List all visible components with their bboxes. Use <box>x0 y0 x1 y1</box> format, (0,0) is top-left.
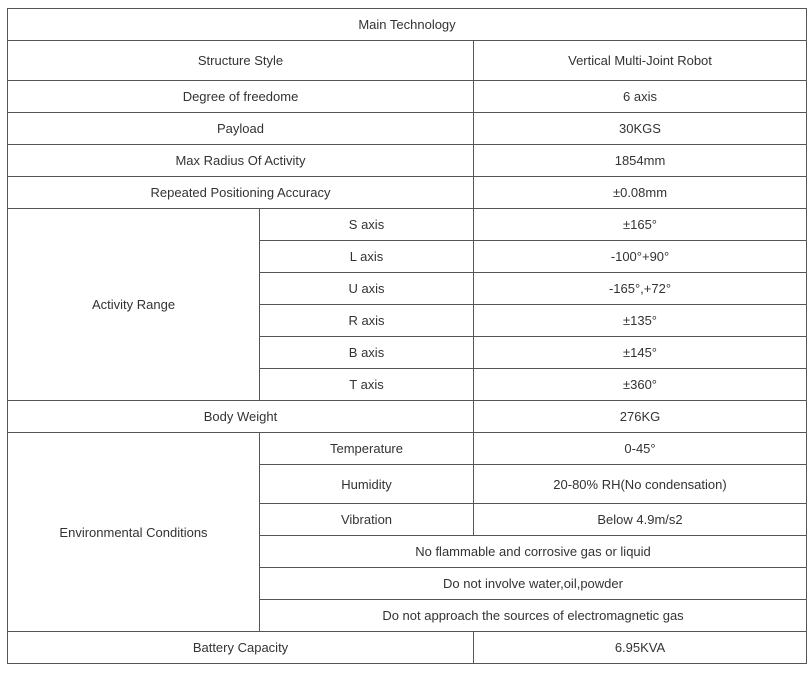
axis-label: S axis <box>260 209 474 241</box>
accuracy-label: Repeated Positioning Accuracy <box>8 177 474 209</box>
axis-value: ±135° <box>474 305 807 337</box>
environment-label: Environmental Conditions <box>8 433 260 632</box>
payload-label: Payload <box>8 113 474 145</box>
env-note: Do not approach the sources of electromagnetic gas <box>260 600 807 632</box>
spec-table <box>7 8 807 664</box>
payload-value: 30KGS <box>474 113 807 145</box>
dof-label: Degree of freedome <box>8 81 474 113</box>
battery-value: 6.95KVA <box>474 632 807 664</box>
env-note: No flammable and corrosive gas or liquid <box>260 536 807 568</box>
weight-label: Body Weight <box>8 401 474 433</box>
table-row <box>8 113 807 145</box>
humidity-value: 20-80% RH(No condensation) <box>474 465 807 504</box>
table-title: Main Technology <box>8 9 807 41</box>
table-row <box>8 401 807 433</box>
table-row <box>8 9 807 41</box>
table-row <box>8 41 807 81</box>
humidity-label: Humidity <box>260 465 474 504</box>
axis-value: ±145° <box>474 337 807 369</box>
table-row <box>8 145 807 177</box>
weight-value: 276KG <box>474 401 807 433</box>
temperature-label: Temperature <box>260 433 474 465</box>
dof-value: 6 axis <box>474 81 807 113</box>
table-row <box>8 177 807 209</box>
env-note: Do not involve water,oil,powder <box>260 568 807 600</box>
axis-label: R axis <box>260 305 474 337</box>
vibration-label: Vibration <box>260 504 474 536</box>
vibration-value: Below 4.9m/s2 <box>474 504 807 536</box>
axis-label: B axis <box>260 337 474 369</box>
structure-label: Structure Style <box>8 41 474 81</box>
axis-label: T axis <box>260 369 474 401</box>
table-row <box>8 632 807 664</box>
accuracy-value: ±0.08mm <box>474 177 807 209</box>
axis-value: -165°,+72° <box>474 273 807 305</box>
activity-range-label: Activity Range <box>8 209 260 401</box>
axis-label: U axis <box>260 273 474 305</box>
temperature-value: 0-45° <box>474 433 807 465</box>
table-row <box>8 209 807 241</box>
radius-value: 1854mm <box>474 145 807 177</box>
structure-value: Vertical Multi-Joint Robot <box>474 41 807 81</box>
axis-value: ±165° <box>474 209 807 241</box>
axis-value: ±360° <box>474 369 807 401</box>
battery-label: Battery Capacity <box>8 632 474 664</box>
table-row <box>8 81 807 113</box>
radius-label: Max Radius Of Activity <box>8 145 474 177</box>
axis-label: L axis <box>260 241 474 273</box>
axis-value: -100°+90° <box>474 241 807 273</box>
table-row <box>8 433 807 465</box>
